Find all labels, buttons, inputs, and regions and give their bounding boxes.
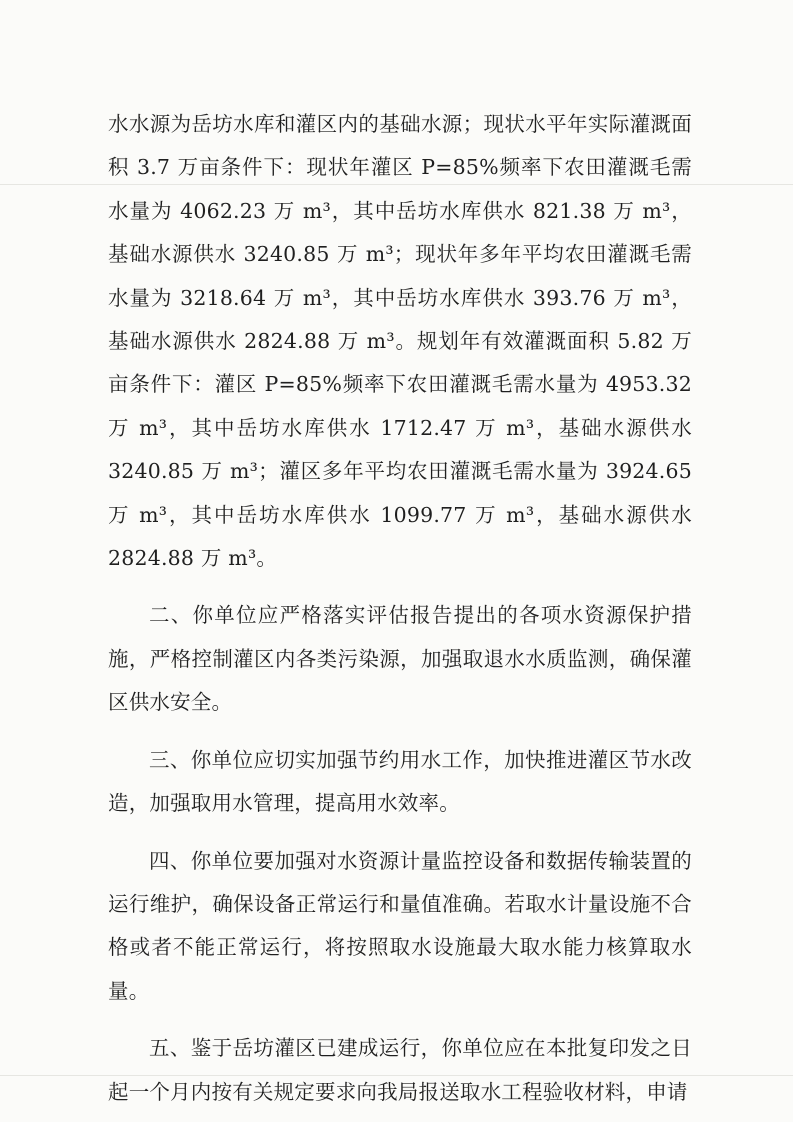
document-body: [108, 103, 692, 1114]
paragraph-item-3: 三、你单位应切实加强节约用水工作，加快推进灌区节水改造，加强取用水管理，提高用水效率。: [108, 747, 692, 816]
paragraph-item-4: 四、你单位要加强对水资源计量监控设备和数据传输装置的运行维护，确保设备正常运行和量值准确。若取水计量设施不合格或者不能正常运行，将按照取水设施最大取水能力核算取水量。: [108, 848, 692, 1003]
paragraph-water-source-continued: 水水源为岳坊水库和灌区内的基础水源；现状水平年实际灌溉面积 3.7 万亩条件下：现状年灌区 P=85%频率下农田灌溉毛需水量为 4062.23 万 m³，其中岳坊水库供水 821.38 万 m³，基础水源供水 3240.85 万 m³；现状年多年平均农田灌溉毛需水量为 3218.64 万 m³，其中岳坊水库供水 393.76 万 m³，基础水源供水 2824.88 万 m³。规划年有效灌溉面积 5.82 万亩条件下：灌区 P=85%频率下农田灌溉毛需水量为 4953.32 万 m³，其中岳坊水库供水 1712.47 万 m³，基础水源供水 3240.85 万 m³；灌区多年平均农田灌溉毛需水量为 3924.65 万 m³，其中岳坊水库供水 1099.77 万 m³，基础水源供水 2824.88 万 m³。: [108, 112, 692, 571]
paragraph-item-2: 二、你单位应严格落实评估报告提出的各项水资源保护措施，严格控制灌区内各类污染源，加强取退水水质监测，确保灌区供水安全。: [108, 603, 692, 715]
paragraph-item-5: 五、鉴于岳坊灌区已建成运行，你单位应在本批复印发之日起一个月内按有关规定要求向我局报送取水工程验收材料，申请: [108, 1036, 692, 1104]
